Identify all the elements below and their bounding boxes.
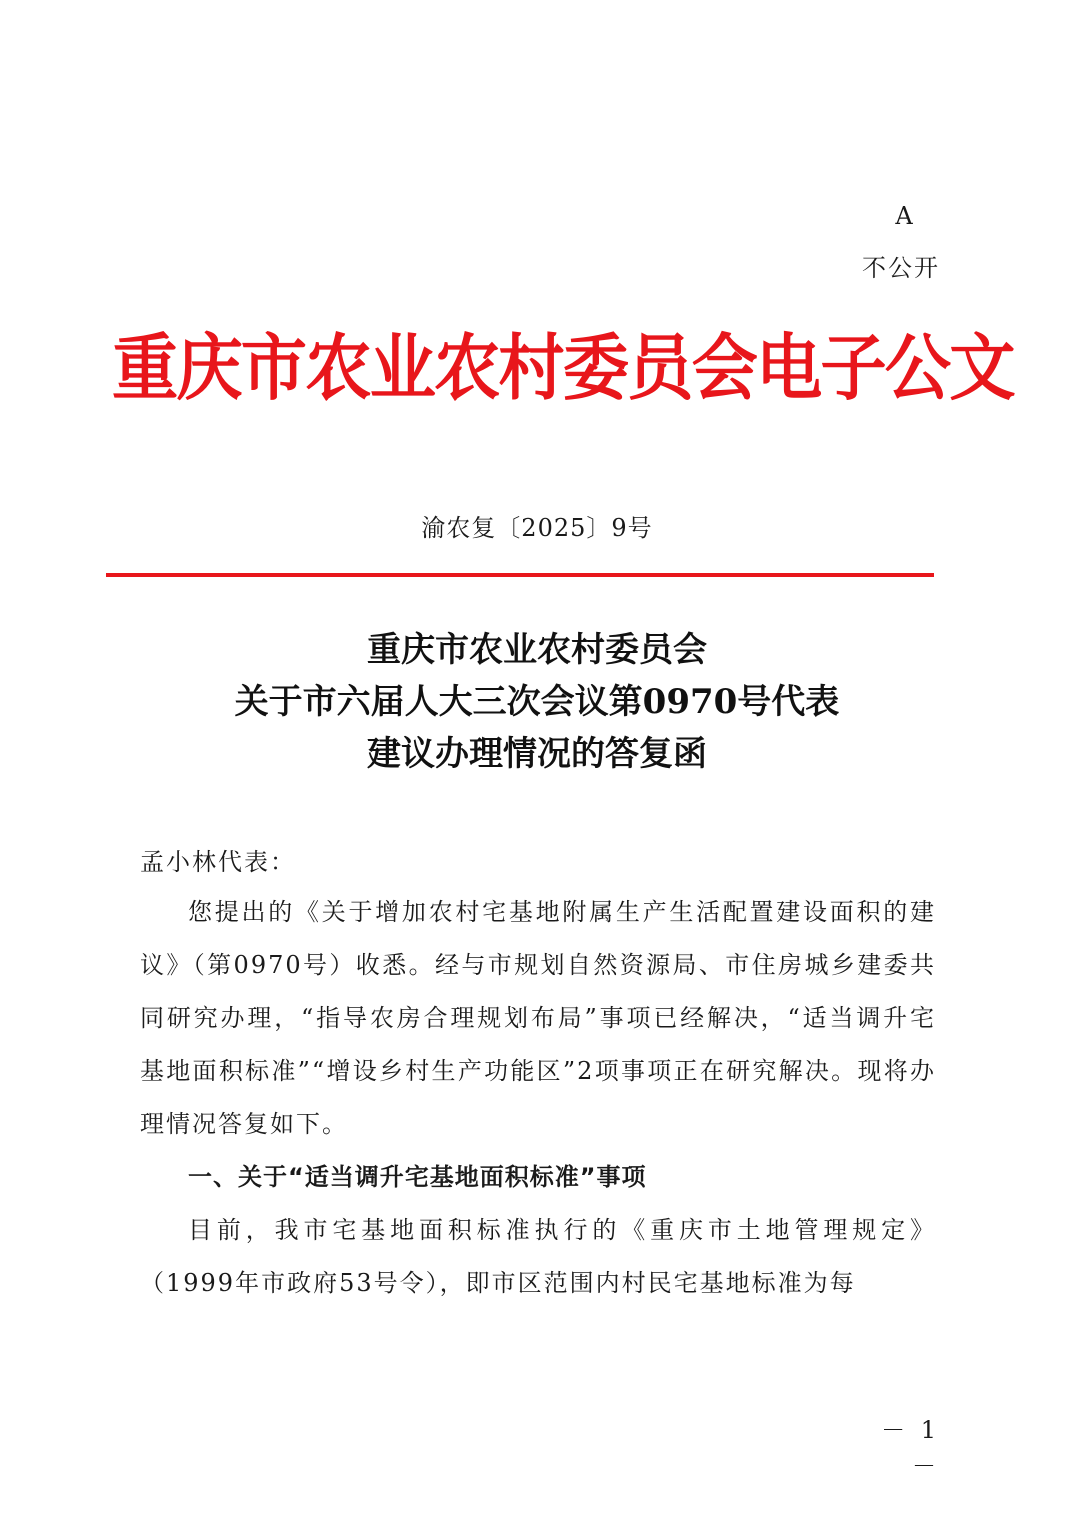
salutation: 孟小林代表：	[140, 848, 296, 876]
level-mark: A	[895, 202, 913, 230]
title-line-1: 重庆市农业农村委员会	[367, 630, 707, 670]
public-mark: 不公开	[862, 254, 940, 282]
title-line-3: 建议办理情况的答复函	[367, 734, 707, 774]
red-divider	[106, 573, 934, 577]
title-line-2: 关于市六届人大三次会议第0970号代表	[234, 682, 840, 722]
paragraph-section-1: 目前，我市宅基地面积标准执行的《重庆市土地管理规定》（1999年市政府53号令），即市区范围内村民宅基地标准为每	[140, 1216, 936, 1297]
page-number: － 1 －	[881, 1416, 940, 1480]
body-text	[140, 886, 936, 1310]
masthead: 重庆市农业农村委员会电子公文	[112, 326, 1014, 410]
document-title	[0, 624, 1074, 780]
document-number: 渝农复〔2025〕9号	[421, 514, 653, 542]
paragraph-intro: 您提出的《关于增加农村宅基地附属生产生活配置建设面积的建议》（第0970号）收悉。经与市规划自然资源局、市住房城乡建委共同研究办理，“指导农房合理规划布局”事项已经解决，“适当调升宅基地面积标准”“增设乡村生产功能区”2项事项正在研究解决。现将办理情况答复如下。	[140, 898, 936, 1138]
section-heading-1: 一、关于“适当调升宅基地面积标准”事项	[188, 1163, 647, 1191]
